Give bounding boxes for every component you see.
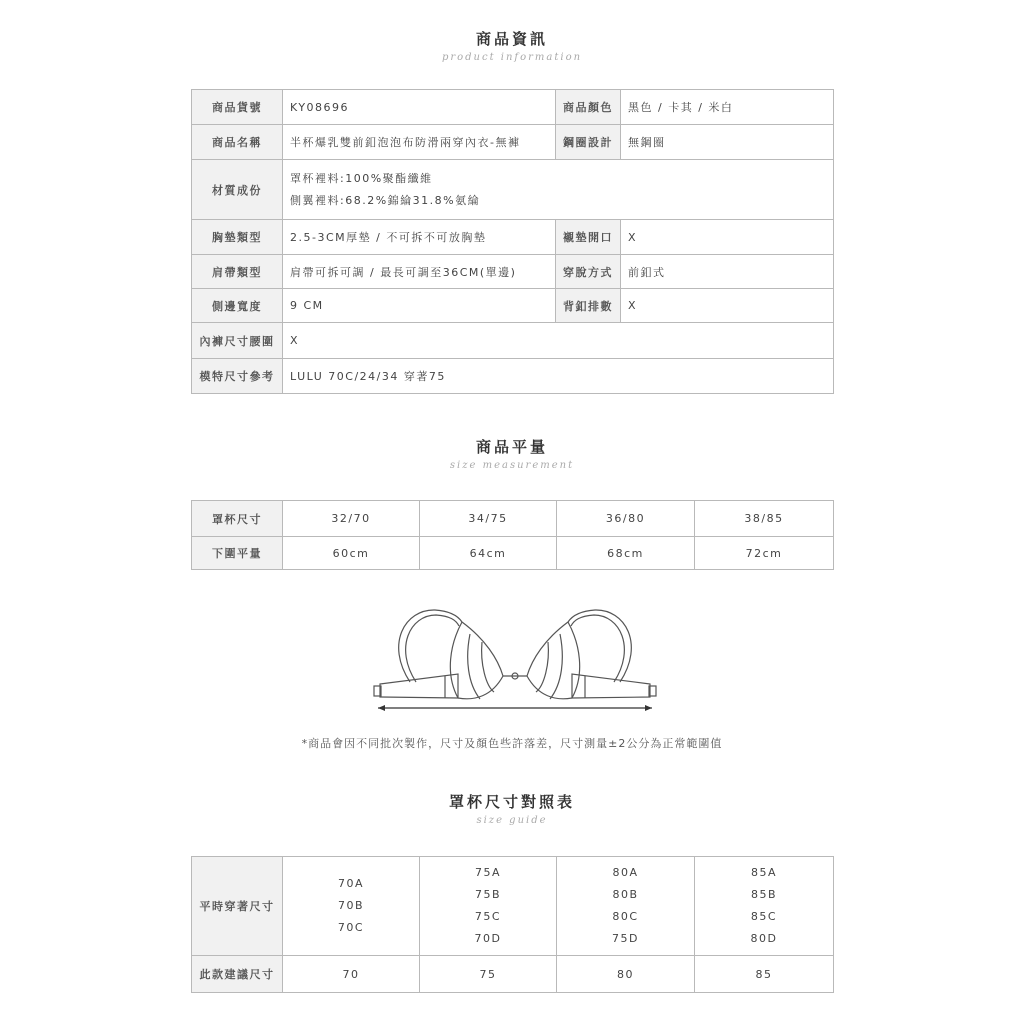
- usual-size-cell: [695, 857, 834, 956]
- guide-title: 罩杯尺寸對照表: [448, 793, 575, 811]
- pad-opening-value: X: [621, 220, 834, 255]
- size-entry: 85B: [750, 888, 778, 901]
- strap-value: 肩帶可拆可調 / 最長可調至36CM(單邊): [283, 255, 556, 289]
- recommended-size-cell: 80: [557, 956, 695, 993]
- table-row: [192, 90, 834, 125]
- measurement-note: *商品會因不同批次製作，尺寸及顏色些許落差，尺寸測量±2公分為正常範圍值: [301, 737, 723, 750]
- pad-label: 胸墊類型: [192, 220, 283, 255]
- size-entry: 75C: [474, 910, 502, 923]
- table-row: [192, 323, 834, 359]
- guide-subtitle: size guide: [476, 815, 548, 826]
- usual-size-cell: [420, 857, 557, 956]
- table-row: [192, 537, 834, 570]
- name-value: 半杯爆乳雙前釦泡泡布防滑兩穿內衣-無褲: [283, 125, 556, 160]
- size-entry: 70A: [337, 877, 365, 890]
- table-row: [192, 220, 834, 255]
- size-cell: 38/85: [695, 501, 834, 537]
- table-row: [192, 125, 834, 160]
- size-entry: 75A: [474, 866, 502, 879]
- sku-label: 商品貨號: [192, 90, 283, 125]
- cup-size-label: 罩杯尺寸: [192, 501, 283, 537]
- pad-opening-label: 襯墊開口: [556, 220, 621, 255]
- size-entry: 70D: [474, 932, 502, 945]
- side-label: 側邊寬度: [192, 289, 283, 323]
- info-title: 商品資訊: [475, 30, 548, 48]
- info-subtitle: product information: [441, 52, 583, 63]
- size-cell: 34/75: [420, 501, 557, 537]
- size-entry: 70C: [337, 921, 365, 934]
- table-row: [192, 857, 834, 956]
- table-row: [192, 160, 834, 220]
- wear-value: 前釦式: [621, 255, 834, 289]
- table-row: [192, 289, 834, 323]
- size-entry: 70B: [337, 899, 365, 912]
- underbust-cell: 72cm: [695, 537, 834, 570]
- waist-label: 內褲尺寸腰圍: [192, 323, 283, 359]
- size-entry: 75D: [612, 932, 639, 945]
- measure-subtitle: size measurement: [449, 460, 575, 471]
- size-entry: 80B: [612, 888, 639, 901]
- measure-title: 商品平量: [475, 438, 548, 456]
- size-entry: 80C: [612, 910, 639, 923]
- wear-label: 穿脫方式: [556, 255, 621, 289]
- wire-label: 鋼圈設計: [556, 125, 621, 160]
- size-entry: 75B: [474, 888, 502, 901]
- sku-value: KY08696: [283, 90, 556, 125]
- model-value: LULU 70C/24/34 穿著75: [283, 359, 834, 394]
- recommended-size-cell: 70: [283, 956, 420, 993]
- size-entry: 85C: [750, 910, 778, 923]
- table-row: [192, 255, 834, 289]
- size-entry: 80D: [750, 932, 778, 945]
- bra-illustration: [370, 604, 660, 716]
- recommended-size-cell: 85: [695, 956, 834, 993]
- pad-value: 2.5-3CM厚墊 / 不可拆不可放胸墊: [283, 220, 556, 255]
- size-cell: 36/80: [557, 501, 695, 537]
- side-value: 9 CM: [283, 289, 556, 323]
- usual-size-label: 平時穿著尺寸: [192, 857, 283, 956]
- name-label: 商品名稱: [192, 125, 283, 160]
- size-entry: 80A: [612, 866, 639, 879]
- hooks-value: X: [621, 289, 834, 323]
- size-guide-table: [191, 856, 834, 993]
- underbust-cell: 60cm: [283, 537, 420, 570]
- table-row: [192, 956, 834, 993]
- model-label: 模特尺寸參考: [192, 359, 283, 394]
- color-label: 商品顏色: [556, 90, 621, 125]
- underbust-cell: 68cm: [557, 537, 695, 570]
- color-value: 黑色 / 卡其 / 米白: [621, 90, 834, 125]
- wire-value: 無鋼圈: [621, 125, 834, 160]
- table-row: [192, 501, 834, 537]
- strap-label: 肩帶類型: [192, 255, 283, 289]
- size-cell: 32/70: [283, 501, 420, 537]
- hooks-label: 背釦排數: [556, 289, 621, 323]
- product-info-table: [191, 89, 834, 394]
- material-line-1: 罩杯裡料:100%聚酯纖維: [290, 171, 433, 185]
- underbust-cell: 64cm: [420, 537, 557, 570]
- usual-size-cell: [283, 857, 420, 956]
- measurement-table: [191, 500, 834, 570]
- recommended-size-label: 此款建議尺寸: [192, 956, 283, 993]
- size-entry: 85A: [750, 866, 778, 879]
- waist-value: X: [283, 323, 834, 359]
- table-row: [192, 359, 834, 394]
- recommended-size-cell: 75: [420, 956, 557, 993]
- underbust-label: 下圍平量: [192, 537, 283, 570]
- material-value: [283, 160, 834, 220]
- material-line-2: 側翼裡料:68.2%錦綸31.8%氨綸: [290, 193, 481, 207]
- material-label: 材質成份: [192, 160, 283, 220]
- usual-size-cell: [557, 857, 695, 956]
